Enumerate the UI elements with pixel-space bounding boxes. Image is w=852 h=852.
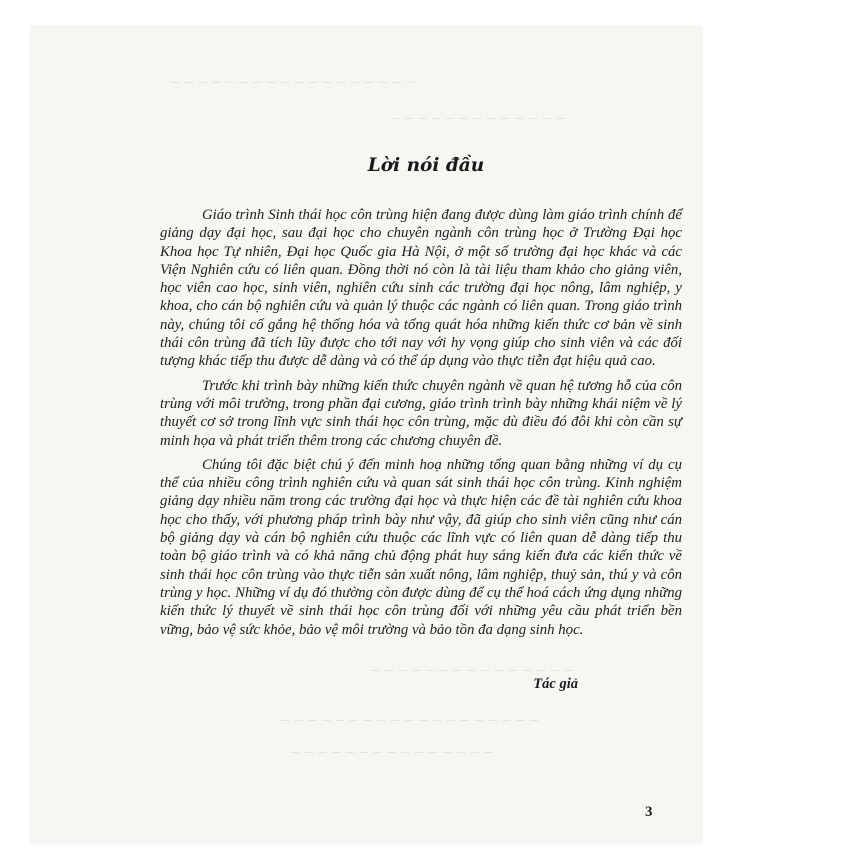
show-through-text: — — — — — — — — — — — — — — — — — — — bbox=[280, 716, 540, 726]
preface-body bbox=[160, 206, 682, 645]
paragraph: Giáo trình Sinh thái học côn trùng hiện đang được dùng làm giáo trình chính để giảng dạy đại học, sau đại học cho chuyên ngành côn trùng học ở Trường Đại học Khoa học Tự nhiên, Đại học Quốc gia Hà Nội, ở một số trường đại học khác và các Viện Nghiên cứu có liên quan. Đồng thời nó còn là tài liệu tham khảo cho giảng viên, học viên cao học, sinh viên, nghiên cứu sinh các trường đại học nông, lâm nghiệp, y khoa, cho cán bộ nghiên cứu và quản lý thuộc các ngành có liên quan. Trong giáo trình này, chúng tôi cố gắng hệ thống hóa và tổng quát hóa những kiến thức cơ bản về sinh thái côn trùng đã tích lũy được cho tới nay với hy vọng giúp cho sinh viên và các đối tượng khác tiếp thu được dễ dàng và có thể áp dụng vào thực tiễn đạt hiệu quả cao. bbox=[160, 207, 682, 370]
paragraph: Chúng tôi đặc biệt chú ý đến minh hoạ những tổng quan bằng những ví dụ cụ thể của nhiều công trình nghiên cứu và quan sát sinh thái học côn trùng. Kinh nghiệm giảng dạy nhiều năm trong các trường đại học và thực hiện các đề tài nghiên cứu khoa học cho thấy, với phương pháp trình bày như vậy, đã giúp cho sinh viên cũng như cán bộ giảng dạy và cán bộ nghiên cứu thuộc các lĩnh vực có liên quan dễ dàng tiếp thu toàn bộ giáo trình và có khả năng chủ động phát huy sáng kiến đưa các kiến thức về sinh thái học côn trùng vào thực tiễn sản xuất nông, lâm nghiệp, thuỷ sản, thú y và côn trùng y học. Những ví dụ đó thường còn được dùng để cụ thể hoá cách ứng dụng những kiến thức lý thuyết về sinh thái học côn trùng đối với những yêu cầu phát triển bền vững, bảo vệ sức khỏe, bảo vệ môi trường và bảo tồn đa dạng sinh học. bbox=[160, 456, 682, 638]
show-through-text: — — — — — — — — — — — — — bbox=[390, 114, 567, 124]
show-through-text: — — — — — — — — — — — — — — — bbox=[370, 666, 575, 676]
show-through-text: — — — — — — — — — — — — — — — — — — bbox=[170, 78, 416, 88]
author-signature: Tác giả bbox=[533, 676, 578, 692]
paragraph: Trước khi trình bày những kiến thức chuyên ngành về quan hệ tương hỗ của côn trùng với môi trường, trong phần đại cương, giáo trình trình bày những khái niệm về lý thuyết cơ sở trong lĩnh vực sinh thái học côn trùng, mặc dù điều đó đôi khi còn cần sự minh họa và phát triển thêm trong các chương chuyên đề. bbox=[160, 377, 682, 449]
show-through-text: — — — — — — — — — — — — — — — bbox=[290, 748, 495, 758]
page-number: 3 bbox=[645, 804, 653, 820]
page-title: Lời nói đầu bbox=[367, 155, 485, 176]
